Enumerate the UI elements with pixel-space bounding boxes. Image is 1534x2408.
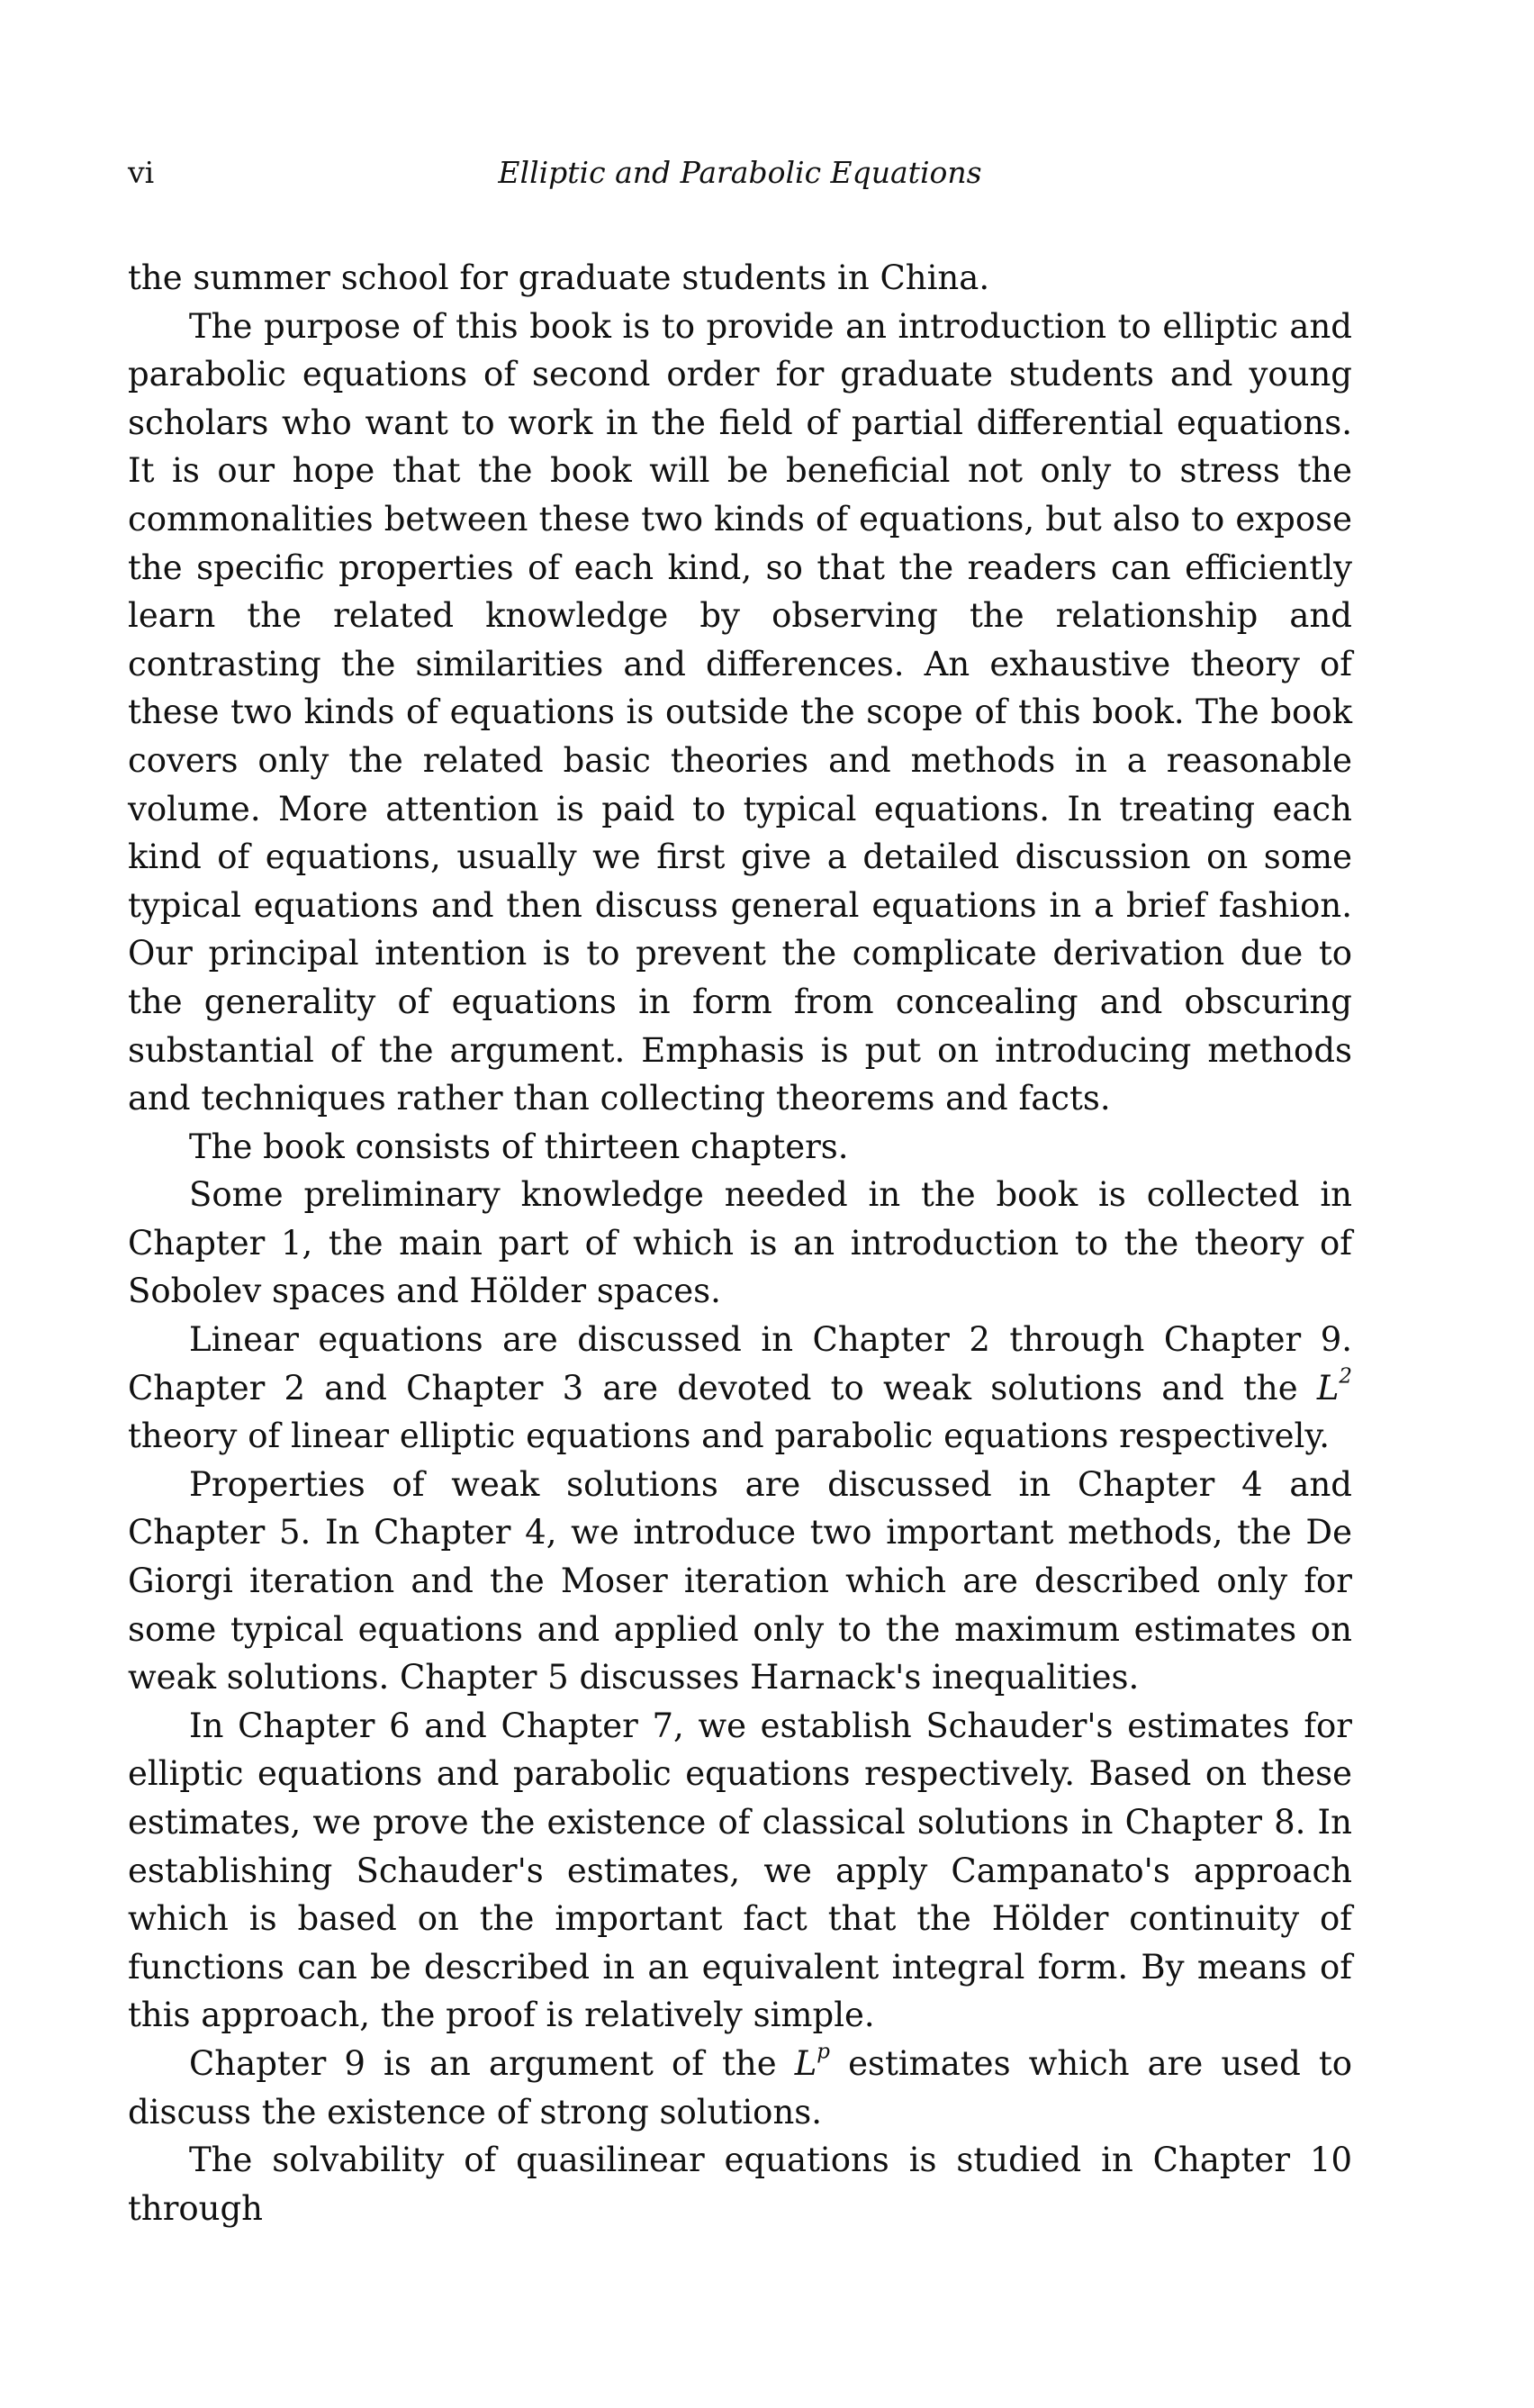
paragraph-schauder: In Chapter 6 and Chapter 7, we establish Schauder's estimates for elliptic equations and parabolic equations respectively. Based on these estimates, we prove the existence of classical solutions in Chapter 8. In establishing Schauder's estimates, we apply Campanato's approach which is based on the important fact that the Hölder continuity of functions can be described in an equivalent integral form. By means of this approach, the proof is relatively simple.	[128, 1706, 1352, 2035]
paragraph-quasilinear: The solvability of quasilinear equations is studied in Chapter 10 through	[128, 2141, 1352, 2228]
paragraph-chapter-count: The book consists of thirteen chapters.	[189, 1127, 849, 1166]
math-symbol-l2	[1316, 1364, 1352, 1408]
math-base: L	[794, 2043, 817, 2083]
paragraph-text-before-math: Chapter 9 is an argument of the	[189, 2043, 795, 2083]
math-base: L	[1316, 1368, 1340, 1408]
paragraph-text-after-math: estimates which are used to discuss the existence of strong solutions.	[128, 2043, 1352, 2132]
body-text	[128, 254, 1352, 2232]
running-title: Elliptic and Parabolic Equations	[498, 155, 982, 190]
paragraph-preliminary: Some preliminary knowledge needed in the book is collected in Chapter 1, the main part of which is an introduction to the theory of Sobolev spaces and Hölder spaces.	[128, 1175, 1352, 1311]
paragraph-purpose: The purpose of this book is to provide an introduction to elliptic and parabolic equations of second order for graduate students and young scholars who want to work in the field of partial differential equations. It is our hope that the book will be beneficial not only to stress the commonalities between these two kinds of equations, but also to expose the specific properties of each kind, so that the readers can efficiently learn the related knowledge by observing the relationship and contrasting the similarities and differences. An exhaustive theory of these two kinds of equations is outside the scope of this book. The book covers only the related basic theories and methods in a reasonable volume. More attention is paid to typical equations. In treating each kind of equations, usually we first give a detailed discussion on some typical equations and then discuss general equations in a brief fashion. Our principal intention is to prevent the complicate derivation due to the generality of equations in form from concealing and obscuring substantial of the argument. Emphasis is put on introducing methods and techniques rather than collecting theorems and facts.	[128, 306, 1352, 1118]
paragraph-text-before-math: Linear equations are discussed in Chapter 2 through Chapter 9. Chapter 2 and Chapter 3 are devoted to weak solutions and the	[128, 1320, 1352, 1408]
math-superscript: p	[817, 2040, 830, 2064]
paragraph-continuation: the summer school for graduate students in China.	[128, 258, 990, 297]
running-head	[128, 153, 1352, 193]
page-number: vi	[128, 155, 155, 190]
math-symbol-lp	[794, 2040, 830, 2083]
paragraph-linear-equations	[128, 1316, 1352, 1461]
paragraph-weak-solutions: Properties of weak solutions are discussed in Chapter 4 and Chapter 5. In Chapter 4, we introduce two important methods, the De Giorgi iteration and the Moser iteration which are described only for some typical equations and applied only to the maximum estimates on weak solutions. Chapter 5 discusses Harnack's inequalities.	[128, 1464, 1352, 1697]
paragraph-lp-estimates	[128, 2040, 1352, 2136]
math-superscript: 2	[1339, 1364, 1352, 1389]
paragraph-text-after-math: theory of linear elliptic equations and parabolic equations respectively.	[128, 1417, 1331, 1456]
